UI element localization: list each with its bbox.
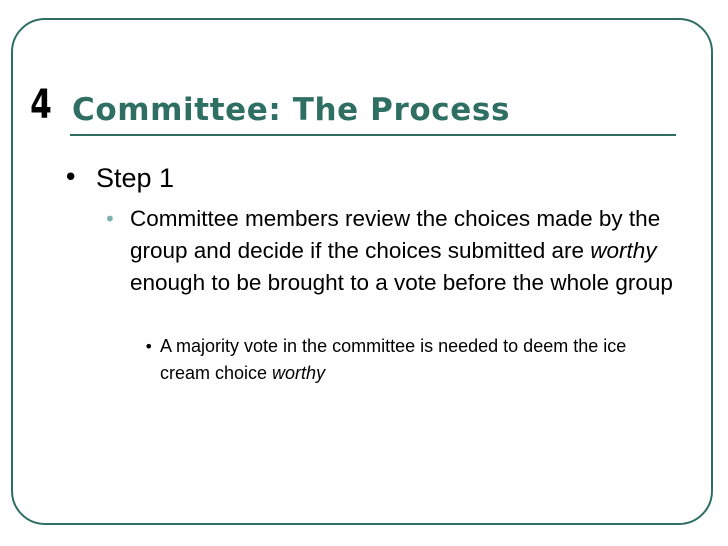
slide-title: Committee: The Process: [72, 92, 510, 128]
bullet-level-2-icon: •: [104, 207, 116, 231]
bullet-committee-review-text-1: Committee members review the choices made by the group and decide if the choices submitted are: [130, 206, 661, 263]
title-underline: [70, 134, 676, 136]
bullet-level-1-icon: •: [63, 163, 79, 193]
bullet-majority-vote: [160, 333, 680, 387]
bullet-committee-review-text-2: enough to be brought to a vote before the whole group: [130, 270, 673, 295]
emphasis-worthy-2: worthy: [272, 363, 326, 383]
emphasis-worthy: worthy: [590, 238, 657, 263]
bullet-majority-vote-text: A majority vote in the committee is needed to deem the ice cream choice: [160, 336, 627, 383]
bullet-level-3-icon: •: [144, 337, 154, 356]
bullet-committee-review: [130, 203, 675, 299]
bullet-step-1: Step 1: [96, 163, 175, 193]
slide-number: 4: [25, 80, 58, 130]
